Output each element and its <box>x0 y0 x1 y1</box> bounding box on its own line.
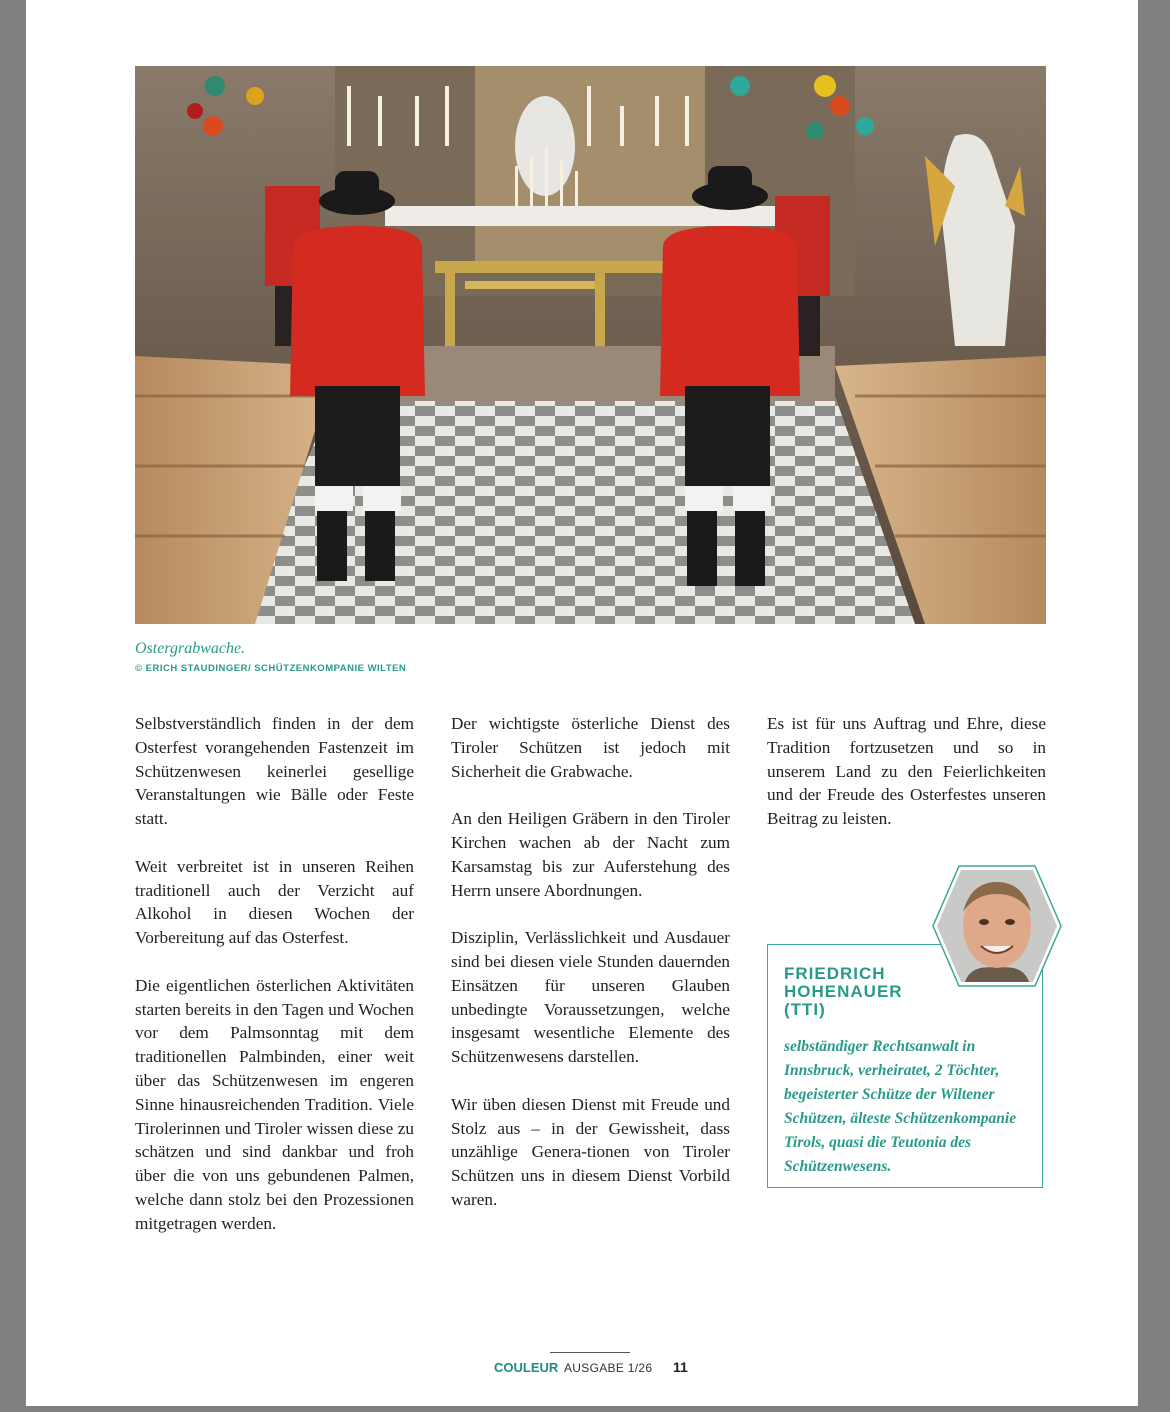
author-portrait <box>931 864 1063 988</box>
paragraph: Disziplin, Verlässlichkeit und Ausdauer sind bei diesen viele Stunden dauernden Einsätzen für unseren Glauben unbedingte Voraussetzungen, welche insgesamt wesentliche Elemente des Schützenwesens darstellen. <box>451 928 730 1067</box>
paragraph: Selbstverständlich finden in der dem Osterfest vorangehenden Fastenzeit im Schützenwesen keinerlei gesellige Veranstaltungen wie Bälle oder Feste statt. <box>135 714 414 829</box>
page-number: 11 <box>673 1359 688 1375</box>
issue-label: AUSGABE 1/26 <box>564 1361 653 1375</box>
photo-credit: © ERICH STAUDINGER/ SCHÜTZENKOMPANIE WILTEN <box>135 663 407 674</box>
magazine-page <box>26 0 1138 1406</box>
author-name: FRIEDRICH HOHENAUER (TTI) <box>784 964 903 1019</box>
paragraph: Es ist für uns Auftrag und Ehre, diese Tradition fortzusetzen und so in unserem Land zu den Feierlichkeiten und der Freude des Osterfestes unseren Beitrag zu leisten. <box>767 714 1046 829</box>
paragraph: Die eigentlichen österlichen Aktivitäten starten bereits in den Tagen und Wochen vor dem Palmsonntag mit dem traditionellen Palmbinden, einer weit über das Schützenwesen im engeren Sinne hinausreichenden Tradition. Viele Tirolerinnen und Tiroler wissen diese zu schätzen und sind dankbar und froh über die von uns gebundenen Palmen, welche dann stolz bei den Prozessionen mitgetragen werden. <box>135 975 414 1233</box>
text-column-2 <box>451 712 730 1236</box>
photo-illustration <box>135 66 1046 624</box>
paragraph: An den Heiligen Gräbern in den Tiroler Kirchen wachen ab der Nacht zum Karsamstag bis zur Auferstehung des Herrn unsere Abordnungen. <box>451 809 730 900</box>
church-interior-photo <box>135 66 1046 624</box>
page-footer <box>26 1352 1138 1382</box>
photo-caption: Ostergrabwache. <box>135 640 246 657</box>
paragraph: Der wichtigste österliche Dienst des Tiroler Schützen ist jedoch mit Sicherheit die Grabwache. <box>451 714 730 781</box>
text-column-3 <box>767 712 1046 855</box>
couleur-logo: COULEUR <box>494 1360 559 1375</box>
portrait-hexagon <box>931 864 1063 988</box>
author-description: selbständiger Rechtsanwalt in Innsbruck, verheiratet, 2 Töchter, begeisterter Schütze der Wiltener Schützen, älteste Schützenkompanie Tirols, quasi die Teutonia des Schützenwesens. <box>784 1038 1017 1175</box>
footer-divider <box>550 1352 630 1353</box>
text-column-1 <box>135 712 414 1259</box>
paragraph: Weit verbreitet ist in unseren Reihen traditionell auch der Verzicht auf Alkohol in diesen Wochen der Vorbereitung auf das Osterfest. <box>135 856 414 948</box>
paragraph: Wir üben diesen Dienst mit Freude und Stolz aus – in der Gewissheit, dass unzählige Genera-tionen von Tiroler Schützen uns in diesem Dienst Vorbild waren. <box>451 1094 730 1209</box>
